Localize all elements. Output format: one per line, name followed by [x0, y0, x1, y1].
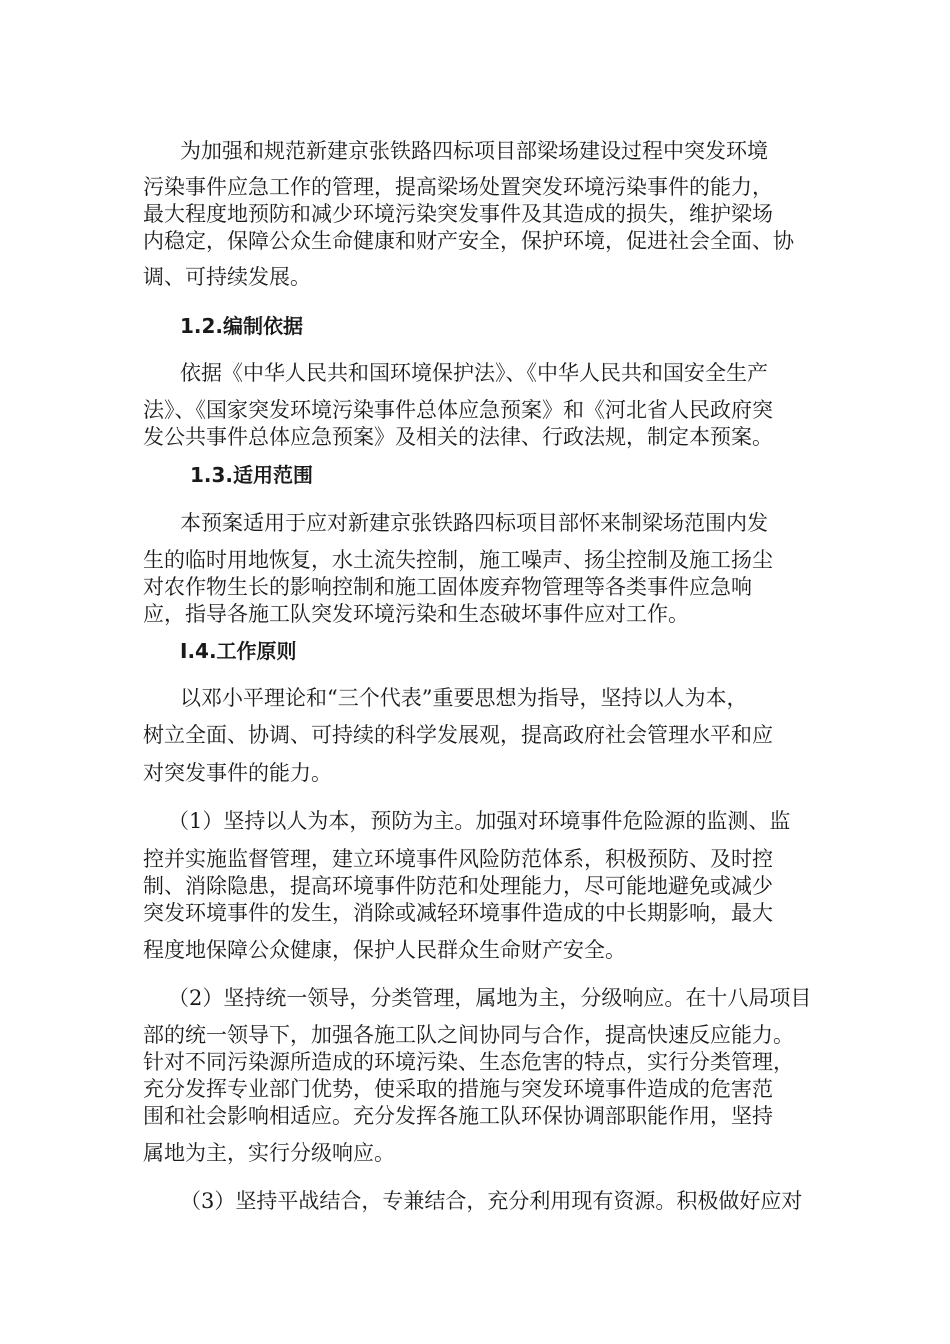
para-principles-line-2: 树立全面、协调、可持续的科学发展观，提高政府社会管理水平和应: [143, 723, 773, 747]
para-item1-line-2: 控并实施监督管理，建立环境事件风险防范体系，积极预防、及时控: [143, 847, 773, 871]
para-basis-line-1: 依据《中华人民共和国环境保护法》、《中华人民共和国安全生产: [180, 361, 768, 385]
para-scope-line-4: 应，指导各施工队突发环境污染和生态破坏事件应对工作。: [143, 602, 689, 626]
para-item2-line-4: 充分发挥专业部门优势，使采取的措施与突发环境事件造成的危害范: [143, 1077, 773, 1101]
section-heading-principles: I.4.工作原则: [180, 639, 297, 663]
para-item2-line-6: 属地为主，实行分级响应。: [143, 1141, 395, 1165]
para-item1-line-1: （1）坚持以人为本，预防为主。加强对环境事件危险源的监测、监: [168, 809, 791, 833]
para-item2-line-2: 部的统一领导下，加强各施工队之间协同与合作，提高快速反应能力。: [143, 1023, 794, 1047]
section-heading-basis: 1.2.编制依据: [180, 314, 304, 338]
para-item2-line-5: 围和社会影响相适应。充分发挥各施工队环保协调部职能作用，坚持: [143, 1104, 773, 1128]
para-purpose-line-3: 最大程度地预防和减少环境污染突发事件及其造成的损失，维护梁场: [143, 202, 773, 226]
para-item2-line-3: 针对不同污染源所造成的环境污染、生态危害的特点，实行分类管理，: [143, 1050, 794, 1074]
para-item3-line-1: （3）坚持平战结合，专兼结合，充分利用现有资源。积极做好应对: [180, 1189, 803, 1213]
para-item1-line-5: 程度地保障公众健康，保护人民群众生命财产安全。: [143, 938, 626, 962]
para-purpose-line-5: 调、可持续发展。: [143, 265, 311, 289]
para-purpose-line-1: 为加强和规范新建京张铁路四标项目部梁场建设过程中突发环境: [180, 139, 768, 163]
para-item1-line-3: 制、消除隐患，提高环境事件防范和处理能力，尽可能地避免或减少: [143, 874, 773, 898]
para-scope-line-3: 对农作物生长的影响控制和施工固体废弃物管理等各类事件应急响: [143, 575, 752, 599]
para-item2-line-1: （2）坚持统一领导，分类管理，属地为主，分级响应。在十八局项目: [168, 986, 812, 1010]
section-heading-scope: 1.3.适用范围: [190, 463, 314, 487]
para-principles-line-3: 对突发事件的能力。: [143, 761, 332, 785]
para-basis-line-3: 发公共事件总体应急预案》及相关的法律、行政法规，制定本预案。: [143, 425, 773, 449]
para-scope-line-1: 本预案适用于应对新建京张铁路四标项目部怀来制梁场范围内发: [180, 511, 768, 535]
para-basis-line-2: 法》、《国家突发环境污染事件总体应急预案》和《河北省人民政府突: [143, 398, 773, 422]
para-scope-line-2: 生的临时用地恢复，水土流失控制，施工噪声、扬尘控制及施工扬尘: [143, 548, 773, 572]
para-item1-line-4: 突发环境事件的发生，消除或减轻环境事件造成的中长期影响，最大: [143, 901, 773, 925]
para-principles-line-1: 以邓小平理论和“三个代表”重要思想为指导，坚持以人为本，: [180, 686, 748, 710]
para-purpose-line-4: 内稳定，保障公众生命健康和财产安全，保护环境，促进社会全面、协: [143, 229, 794, 253]
para-purpose-line-2: 污染事件应急工作的管理，提高梁场处置突发环境污染事件的能力，: [143, 175, 773, 199]
